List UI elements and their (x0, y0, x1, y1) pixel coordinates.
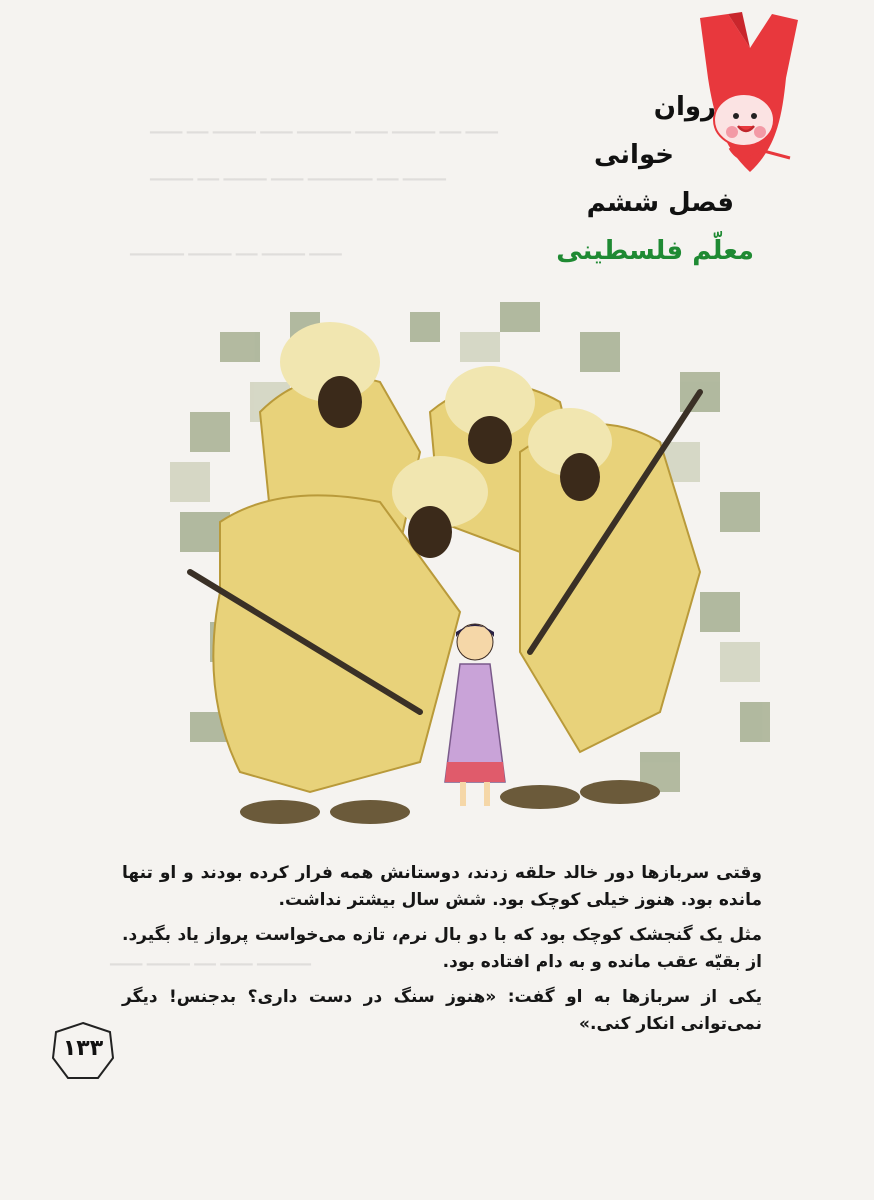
section-label-line3: فصل ششم (586, 188, 734, 218)
bleed-through-text: ▁▁▁ ▁▁▁▁ ▁▁ ▁▁▁▁ ▁▁▁▁▁ (130, 240, 342, 256)
lesson-title: معلّم فلسطینی (556, 236, 754, 266)
story-paragraph: مثل یک گنجشک کوچک بود که با دو بال نرم، تازه می‌خواست پرواز یاد بگیرد. از بقیّه عقب مانده و به دام افتاده بود. (122, 925, 762, 972)
page-number: ۱۳۳ (62, 1036, 104, 1061)
soldiers-surrounding-child-illustration (160, 292, 780, 832)
section-label-line2: خوانی (593, 140, 674, 170)
section-label-line1: روان (653, 92, 716, 122)
story-text (122, 860, 762, 1046)
bleed-through-text: ▁▁▁ ▁▁ ▁▁▁▁ ▁▁▁ ▁▁▁▁▁ ▁▁▁ ▁▁▁▁ ▁▁ ▁▁▁ (150, 118, 498, 134)
story-paragraph: یکی از سربازها به او گفت: «هنوز سنگ در دست داری؟ بدجنس! دیگر نمی‌توانی انکار کنی.» (122, 987, 762, 1034)
bleed-through-text: ▁▁▁▁ ▁▁ ▁▁▁▁▁▁ ▁▁▁ ▁▁▁▁ ▁▁ ▁▁▁▁ (150, 165, 446, 181)
story-paragraph: وقتی سربازها دور خالد حلقه زدند، دوستانش همه فرار کرده بودند و او تنها مانده بود. هنوز خیلی کوچک بود. شش سال بیشتر نداشت. (122, 863, 762, 910)
bleed-through-text: ▁▁▁▁▁ ▁▁▁ ▁▁ ▁▁▁▁ ▁▁▁ (110, 950, 311, 966)
